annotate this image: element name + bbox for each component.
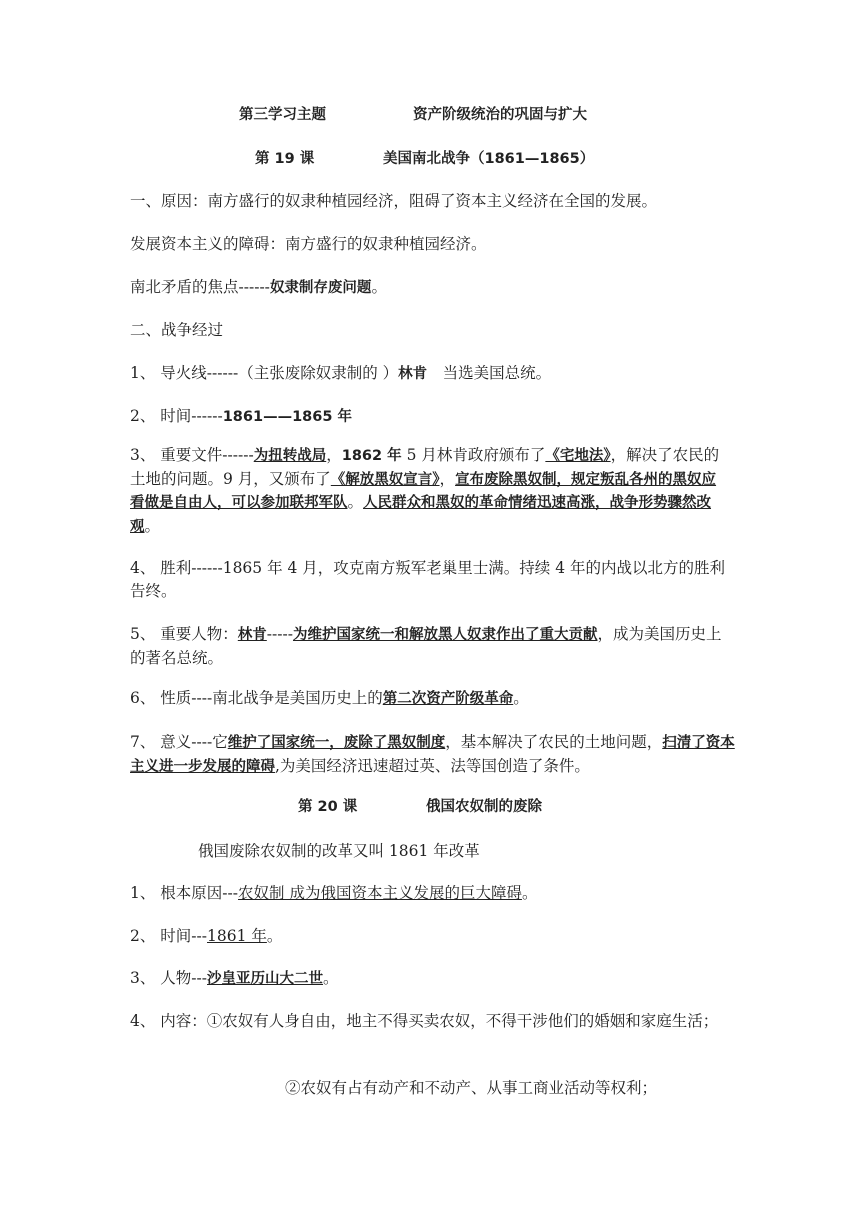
point-5-key-2: 为维护国家统一和解放黑人奴隶作出了重大贡献 [292,627,598,643]
point-6-end: 。 [513,689,529,707]
l20-point-2 [130,925,282,947]
point-5-text: 5、 重要人物： [130,625,238,643]
l20-point-3-end: 。 [323,969,339,987]
point-6-text: 6、 性质----南北战争是美国历史上的 [130,689,383,707]
l20-point-1-key: 农奴制 成为俄国资本主义发展的巨大障碍 [238,884,522,902]
cause-paragraph: 一、原因：南方盛行的奴隶种植园经济，阻碍了资本主义经济在全国的发展。 [130,192,658,210]
point-5-end: ，成为美国历史上的著名总统。 [130,625,722,667]
point-6 [130,687,529,710]
point-3-key-5: 宣布废除黑奴制，规定叛乱各州的黑奴应看做是自由人，可以参加联邦军队 [130,471,717,511]
point-5-key-1: 林肯 [237,627,267,643]
point-1-end: 当选美国总统。 [427,364,552,382]
l20-point-3-text: 3、 人物--- [130,969,208,987]
point-5-sep: ----- [266,625,293,643]
focus-text: 南北矛盾的焦点------ [130,278,270,296]
point-5 [130,623,730,669]
point-7-text-2: ，基本解决了农民的土地问题， [445,733,663,751]
l20-point-2-key: 1861 年 [207,927,267,945]
lesson20-intro: 俄国废除农奴制的改革又叫 1861 年改革 [198,842,480,860]
point-6-key: 第二次资产阶级革命 [382,691,514,707]
l20-point-3 [130,967,339,990]
point-3-sep-3: 。 [347,493,364,511]
point-3-text: 3、 重要文件------ [130,446,254,464]
point-1 [130,362,551,385]
lesson20-title: 俄国农奴制的废除 [426,799,542,815]
point-3-key-6: 人民群众和黑奴的革命情绪迅速高涨，战争形势骤然改观 [130,495,712,535]
point-3-text-2: 5 月林肯政府颁布了 [401,446,546,464]
lesson19-title: 美国南北战争（1861—1865） [383,151,595,167]
war-process-heading: 二、战争经过 [130,321,224,339]
point-4: 4、 胜利------1865 年 4 月，攻克南方叛军老巢里士满。持续 4 年的内战以北方的胜利告终。 [130,559,726,600]
point-1-text: 1、 导火线------（主张废除奴隶制的 ） [130,364,399,382]
point-2-text: 2、 时间------ [130,407,223,425]
l20-point-1-text: 1、 根本原因--- [130,884,239,902]
theme-title: 资产阶级统治的巩固与扩大 [413,107,587,123]
l20-point-4: 4、 内容：①农奴有人身自由，地主不得买卖农奴，不得干涉他们的婚姻和家庭生活； [130,1012,719,1030]
point-7-key-2: 扫清了资本主义进一步发展的障碍 [130,735,735,775]
l20-point-2-text: 2、 时间--- [130,927,208,945]
l20-point-2-end: 。 [266,927,283,945]
point-2 [130,405,352,428]
l20-point-4-continued: ②农奴有占有动产和不动产、从事工商业活动等权利； [285,1079,658,1097]
point-2-key: 1861——1865 年 [222,409,352,425]
point-1-key: 林肯 [398,366,428,382]
point-3-key-1: 为扭转战局 [253,448,327,464]
l20-point-1 [130,882,537,904]
lesson19-number: 第 19 课 [255,151,315,167]
point-3-end: 。 [144,516,161,535]
focus-key: 奴隶制存废问题 [269,280,372,296]
focus-paragraph [130,276,387,299]
lesson20-number: 第 20 课 [298,799,358,815]
point-3 [130,444,730,538]
point-7-text: 7、 意义----它 [130,733,228,751]
obstacle-paragraph: 发展资本主义的障碍：南方盛行的奴隶种植园经济。 [130,235,487,253]
theme-label: 第三学习主题 [239,107,326,123]
point-3-sep-2: ， [439,469,456,488]
focus-end: 。 [371,278,387,296]
l20-point-3-key: 沙皇亚历山大二世 [207,971,324,987]
point-7 [130,731,735,778]
l20-point-1-end: 。 [521,884,538,902]
point-7-key-1: 维护了国家统一，废除了黑奴制度 [227,735,446,751]
point-3-text-3: ，解决了农民的土地的问题。9 月，又颁布了 [130,446,720,488]
point-3-key-2: 1862 年 [341,448,402,464]
point-7-end: ,为美国经济迅速超过英、法等国创造了条件。 [275,756,590,775]
point-3-sep-1: ， [326,446,342,464]
point-3-key-4: 《解放黑奴宣言》 [330,471,440,488]
point-3-key-3: 《宅地法》 [545,448,611,464]
